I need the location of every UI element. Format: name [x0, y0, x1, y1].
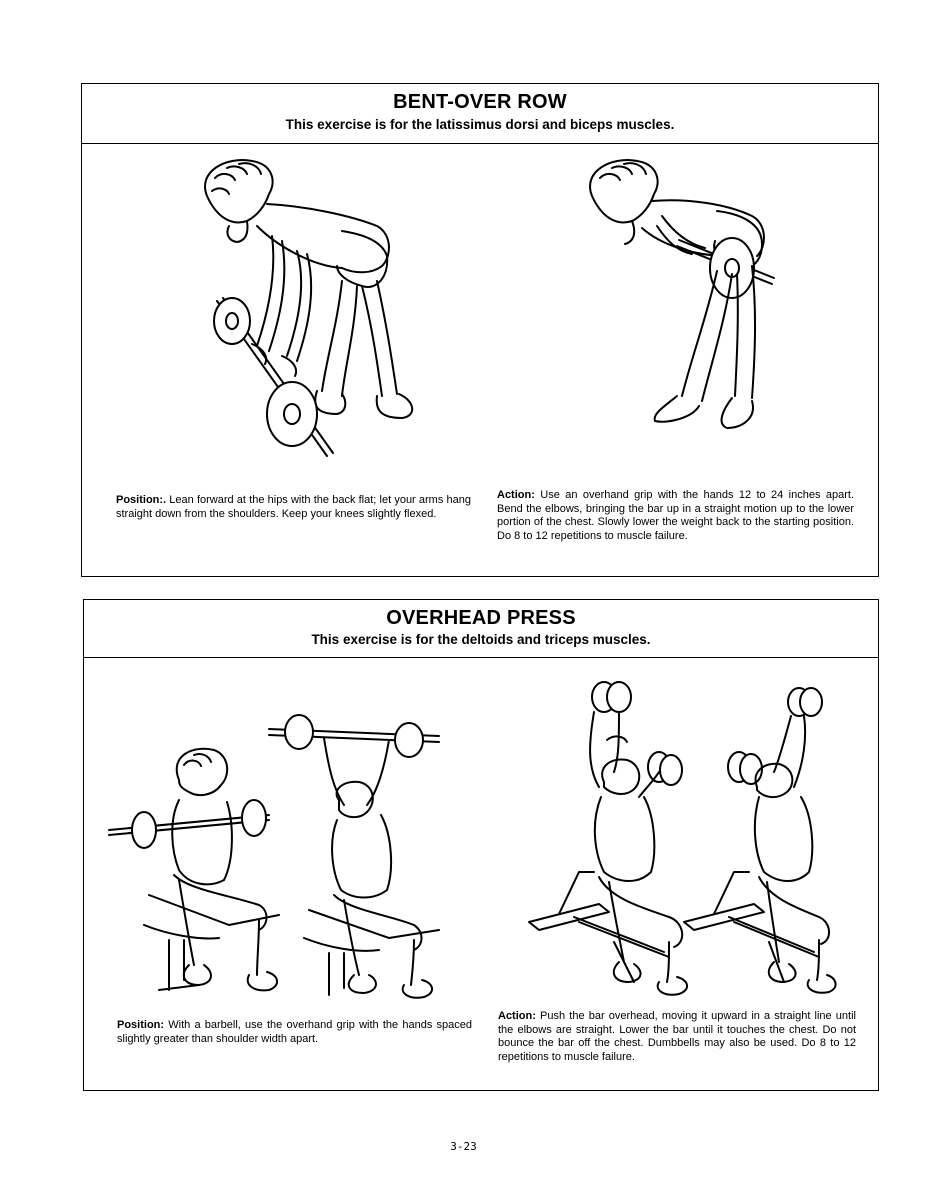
bent-over-row-title: BENT-OVER ROW — [393, 91, 567, 113]
bent-over-row-panel — [81, 83, 879, 577]
bent-over-row-position-caption — [116, 494, 471, 521]
overhead-press-position-caption — [117, 1019, 472, 1046]
bent-over-row-header — [82, 84, 878, 144]
action-text: Use an overhand grip with the hands 12 to 24 inches apart. Bend the elbows, bringing the bar up in a straight motion up to the lower portion of the chest. Slowly lower the weight back to the starting position. Do 8 to 12 repetitions to muscle failure. — [497, 489, 854, 542]
position-text: With a barbell, use the overhand grip with the hands spaced slightly greater than shoulder width apart. — [117, 1019, 472, 1045]
overhead-press-title: OVERHEAD PRESS — [386, 607, 576, 629]
action-label: Action: — [497, 489, 535, 501]
overhead-press-subtitle: This exercise is for the deltoids and triceps muscles. — [311, 632, 651, 647]
action-label: Action: — [498, 1010, 536, 1022]
position-label: Position: — [117, 1019, 165, 1031]
overhead-press-action-caption — [498, 1010, 856, 1064]
bent-over-row-subtitle: This exercise is for the latissimus dorsi and biceps muscles. — [285, 117, 675, 132]
bent-over-row-start-illustration — [177, 156, 417, 486]
overhead-press-header — [84, 600, 878, 658]
bent-over-row-action-illustration — [567, 156, 807, 466]
page-number: 3-23 — [450, 1140, 477, 1153]
position-label: Position:. — [116, 494, 167, 506]
action-text: Push the bar overhead, moving it upward in a straight line until the elbows are straight. Lower the bar until it touches the chest. Do not bounce the bar off the chest. Dumbbells may also be used. Do 8 to 12 repetitions to muscle failure. — [498, 1010, 856, 1063]
bent-over-row-action-caption — [497, 489, 854, 543]
overhead-press-barbell-illustration — [109, 710, 469, 1000]
overhead-press-panel — [83, 599, 879, 1091]
position-text: Lean forward at the hips with the back flat; let your arms hang straight down from the shoulders. Keep your knees slightly flexed. — [116, 494, 471, 520]
overhead-press-dumbbell-illustration — [519, 672, 839, 1002]
